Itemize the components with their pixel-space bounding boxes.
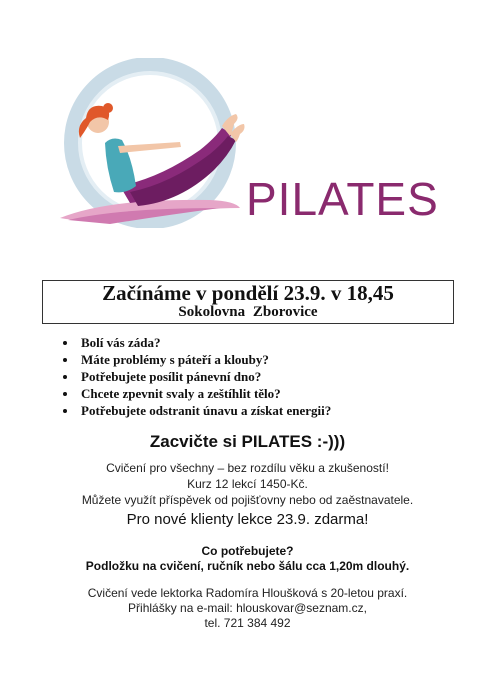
question-list (60, 334, 331, 419)
page-title: PILATES (246, 173, 439, 225)
contact-line: Cvičení vede lektorka Radomíra Hloušková s 20-letou praxí. (87, 586, 408, 600)
list-item: • Máte problémy s páteří a klouby? (78, 351, 331, 368)
venue-heading: Sokolovna Zborovice (178, 304, 318, 320)
list-item: • Potřebujete odstranit únavu a získat energii? (78, 402, 331, 419)
contact-line: Přihlášky na e-mail: hlouskovar@seznam.cz, (128, 601, 367, 615)
free-lesson-offer: Pro nové klienty lekce 23.9. zdarma! (126, 511, 369, 528)
requirements-answer: Podložku na cvičení, ručník nebo šálu cca 1,20m dlouhý. (85, 559, 410, 573)
pilates-woman-illustration (50, 58, 250, 228)
slogan: Zacvičte si PILATES :-))) (149, 432, 346, 451)
list-item: • Bolí vás záda? (78, 334, 331, 351)
info-line: Můžete využít příspěvek od pojišťovny nebo od zaěstnavatele. (81, 493, 414, 507)
course-info (0, 460, 495, 508)
contact-line: tel. 721 384 492 (204, 616, 291, 630)
list-item: • Potřebujete posílit pánevní dno? (78, 368, 331, 385)
list-item: • Chcete zpevnit svaly a zeštíhlit tělo? (78, 385, 331, 402)
requirements (0, 544, 495, 574)
info-line: Kurz 12 lekcí 1450-Kč. (187, 477, 308, 491)
requirements-question: Co potřebujete? (201, 544, 294, 558)
start-date-heading: Začínáme v pondělí 23.9. v 18,45 (102, 281, 394, 305)
contact-info (0, 586, 495, 631)
info-line: Cvičení pro všechny – bez rozdílu věku a zkušeností! (106, 461, 389, 475)
headline-box (42, 280, 454, 324)
